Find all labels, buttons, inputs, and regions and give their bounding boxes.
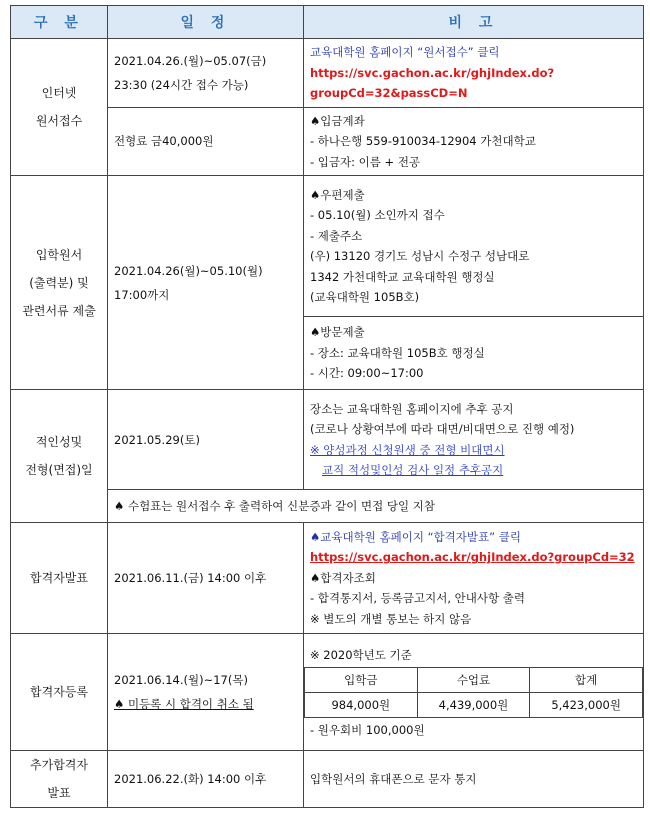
header-category: 구 분 — [11, 6, 108, 39]
header-remarks: 비 고 — [304, 6, 644, 39]
note-visit-submission: ♠방문제출 - 장소: 교육대학원 105B호 행정실 - 시간: 09:00~17:00 — [304, 317, 644, 390]
category-internet-application: 인터넷 원서접수 — [11, 39, 108, 176]
notice-link-1[interactable]: ※ 양성과정 신청원생 중 전형 비대면시 — [310, 442, 505, 457]
header-schedule: 일 정 — [108, 6, 304, 39]
notice-link-2[interactable]: 교직 적성및인성 검사 일정 추후공지 — [322, 463, 504, 477]
admission-schedule-table — [10, 5, 644, 808]
note-admission-ticket: ♠ 수험표는 원서접수 후 출력하여 신분증과 같이 면접 당일 지참 — [108, 490, 644, 523]
fee-value-entrance: 984,000원 — [305, 692, 418, 717]
note-registration-fees: ※ 2020학년도 기준 입학금 수업료 합계 984,000원 4,439,000원 5,423,000원 - 원우회비 100,000원 — [304, 634, 644, 751]
schedule-result-date: 2021.06.11.(금) 14:00 이후 — [108, 523, 304, 634]
category-document-submission: 입학원서 (출력분) 및 관련서류 제출 — [11, 176, 108, 390]
note-mail-submission: ♠우편제출 - 05.10(월) 소인까지 접수 - 제출주소 (우) 13120 경기도 성남시 수정구 성남대로 1342 가천대학교 교육대학원 행정실 (교육대학원 105B호) — [304, 176, 644, 317]
fee-header-entrance: 입학금 — [305, 667, 418, 692]
result-url-link[interactable]: https://svc.gachon.ac.kr/ghjIndex.do?groupCd=32 — [310, 550, 635, 565]
category-interview: 적인성및 전형(면접)일 — [11, 390, 108, 523]
schedule-interview-date: 2021.05.29(토) — [108, 390, 304, 490]
fee-table — [304, 667, 643, 718]
category-registration: 합격자등록 — [11, 634, 108, 751]
category-result-announcement: 합격자발표 — [11, 523, 108, 634]
fee-value-tuition: 4,439,000원 — [417, 692, 530, 717]
fee-header-total: 합계 — [530, 667, 643, 692]
note-result-check: ♠교육대학원 홈페이지 “합격자발표” 클릭 https://svc.gachon.ac.kr/ghjIndex.do?groupCd=32 ♠합격자조회 - 합격통지서, 등록금고지서, 안내사항 출력 ※ 별도의 개별 통보는 하지 않음 — [304, 523, 644, 634]
schedule-registration-period: 2021.06.14.(월)~17(목) ♠ 미등록 시 합격이 취소 됨 — [108, 634, 304, 751]
schedule-submission-period: 2021.04.26(월)~05.10(월) 17:00까지 — [108, 176, 304, 390]
schedule-application-fee: 전형료 금40,000원 — [108, 107, 304, 176]
application-url-link[interactable]: https://svc.gachon.ac.kr/ghjIndex.do? — [310, 65, 555, 80]
note-sms-notice: 입학원서의 휴대폰으로 문자 통지 — [304, 751, 644, 808]
fee-value-total: 5,423,000원 — [530, 692, 643, 717]
note-bank-account: ♠입금계좌 - 하나은행 559-910034-12904 가천대학교 - 입금자: 이름 + 전공 — [304, 107, 644, 176]
schedule-additional-date: 2021.06.22.(화) 14:00 이후 — [108, 751, 304, 808]
fee-header-tuition: 수업료 — [417, 667, 530, 692]
note-interview-location: 장소는 교육대학원 홈페이지에 추후 공지 (코로나 상황여부에 따라 대면/비대면으로 진행 예정) ※ 양성과정 신청원생 중 전형 비대면시 교직 적성및인성 검사 일정 추후공지 — [304, 390, 644, 490]
schedule-application-period: 2021.04.26.(월)~05.07(금) 23:30 (24시간 접수 가능) — [108, 39, 304, 108]
category-additional-announcement: 추가합격자 발표 — [11, 751, 108, 808]
note-apply-online: 교육대학원 홈페이지 “원서접수” 클릭 https://svc.gachon.ac.kr/ghjIndex.do? groupCd=32&passCD=N — [304, 39, 644, 108]
